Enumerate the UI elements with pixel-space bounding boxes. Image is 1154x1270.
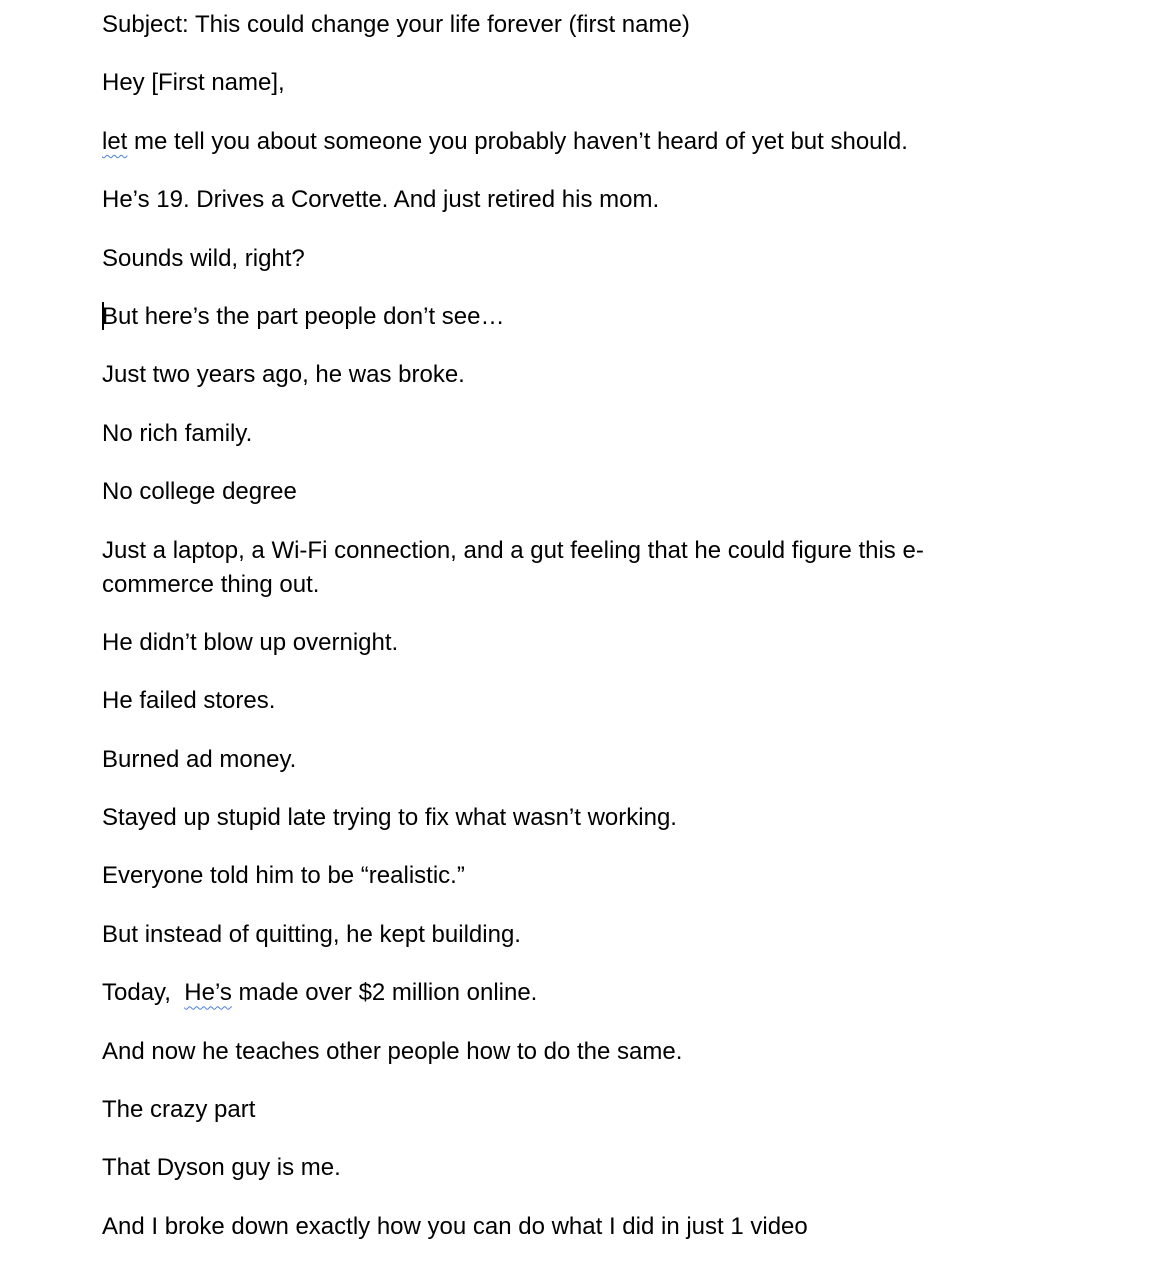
paragraph-text: made over $2 million online.: [231, 979, 538, 1007]
spellcheck-flagged-word[interactable]: let: [102, 127, 128, 155]
paragraph: Just two years ago, he was broke.: [102, 361, 465, 389]
paragraph: Sounds wild, right?: [102, 244, 305, 272]
paragraph: Burned ad money.: [102, 745, 297, 773]
paragraph: No rich family.: [102, 419, 253, 447]
paragraph: He failed stores.: [102, 687, 276, 715]
paragraph-with-caret: [102, 300, 1002, 334]
paragraph: Stayed up stupid late trying to fix what wasn’t working.: [102, 804, 677, 832]
paragraph-text: Today,: [102, 979, 185, 1007]
document-body[interactable]: [102, 8, 1002, 1268]
paragraph: Just a laptop, a Wi-Fi connection, and a gut feeling that he could figure this e-commerce thing out.: [102, 536, 924, 598]
greeting-line: Hey [First name],: [102, 69, 285, 97]
paragraph-today: [102, 976, 1002, 1010]
paragraph: But instead of quitting, he kept building.: [102, 920, 521, 948]
paragraph: And I broke down exactly how you can do what I did in just 1 video: [102, 1212, 808, 1240]
paragraph: No college degree: [102, 478, 297, 506]
paragraph-intro: [102, 125, 1002, 159]
paragraph-intro-text: me tell you about someone you probably haven’t heard of yet but should.: [127, 127, 908, 155]
subject-line: Subject: This could change your life forever (first name): [102, 11, 690, 38]
paragraph: He didn’t blow up overnight.: [102, 628, 399, 656]
paragraph-text: But here’s the part people don’t see…: [102, 302, 505, 330]
paragraph: That Dyson guy is me.: [102, 1154, 341, 1182]
spellcheck-flagged-word[interactable]: He’s: [184, 979, 232, 1007]
paragraph: The crazy part: [102, 1096, 256, 1124]
paragraph: Everyone told him to be “realistic.”: [102, 862, 465, 890]
paragraph: He’s 19. Drives a Corvette. And just retired his mom.: [102, 186, 660, 214]
paragraph: And now he teaches other people how to do the same.: [102, 1037, 683, 1065]
